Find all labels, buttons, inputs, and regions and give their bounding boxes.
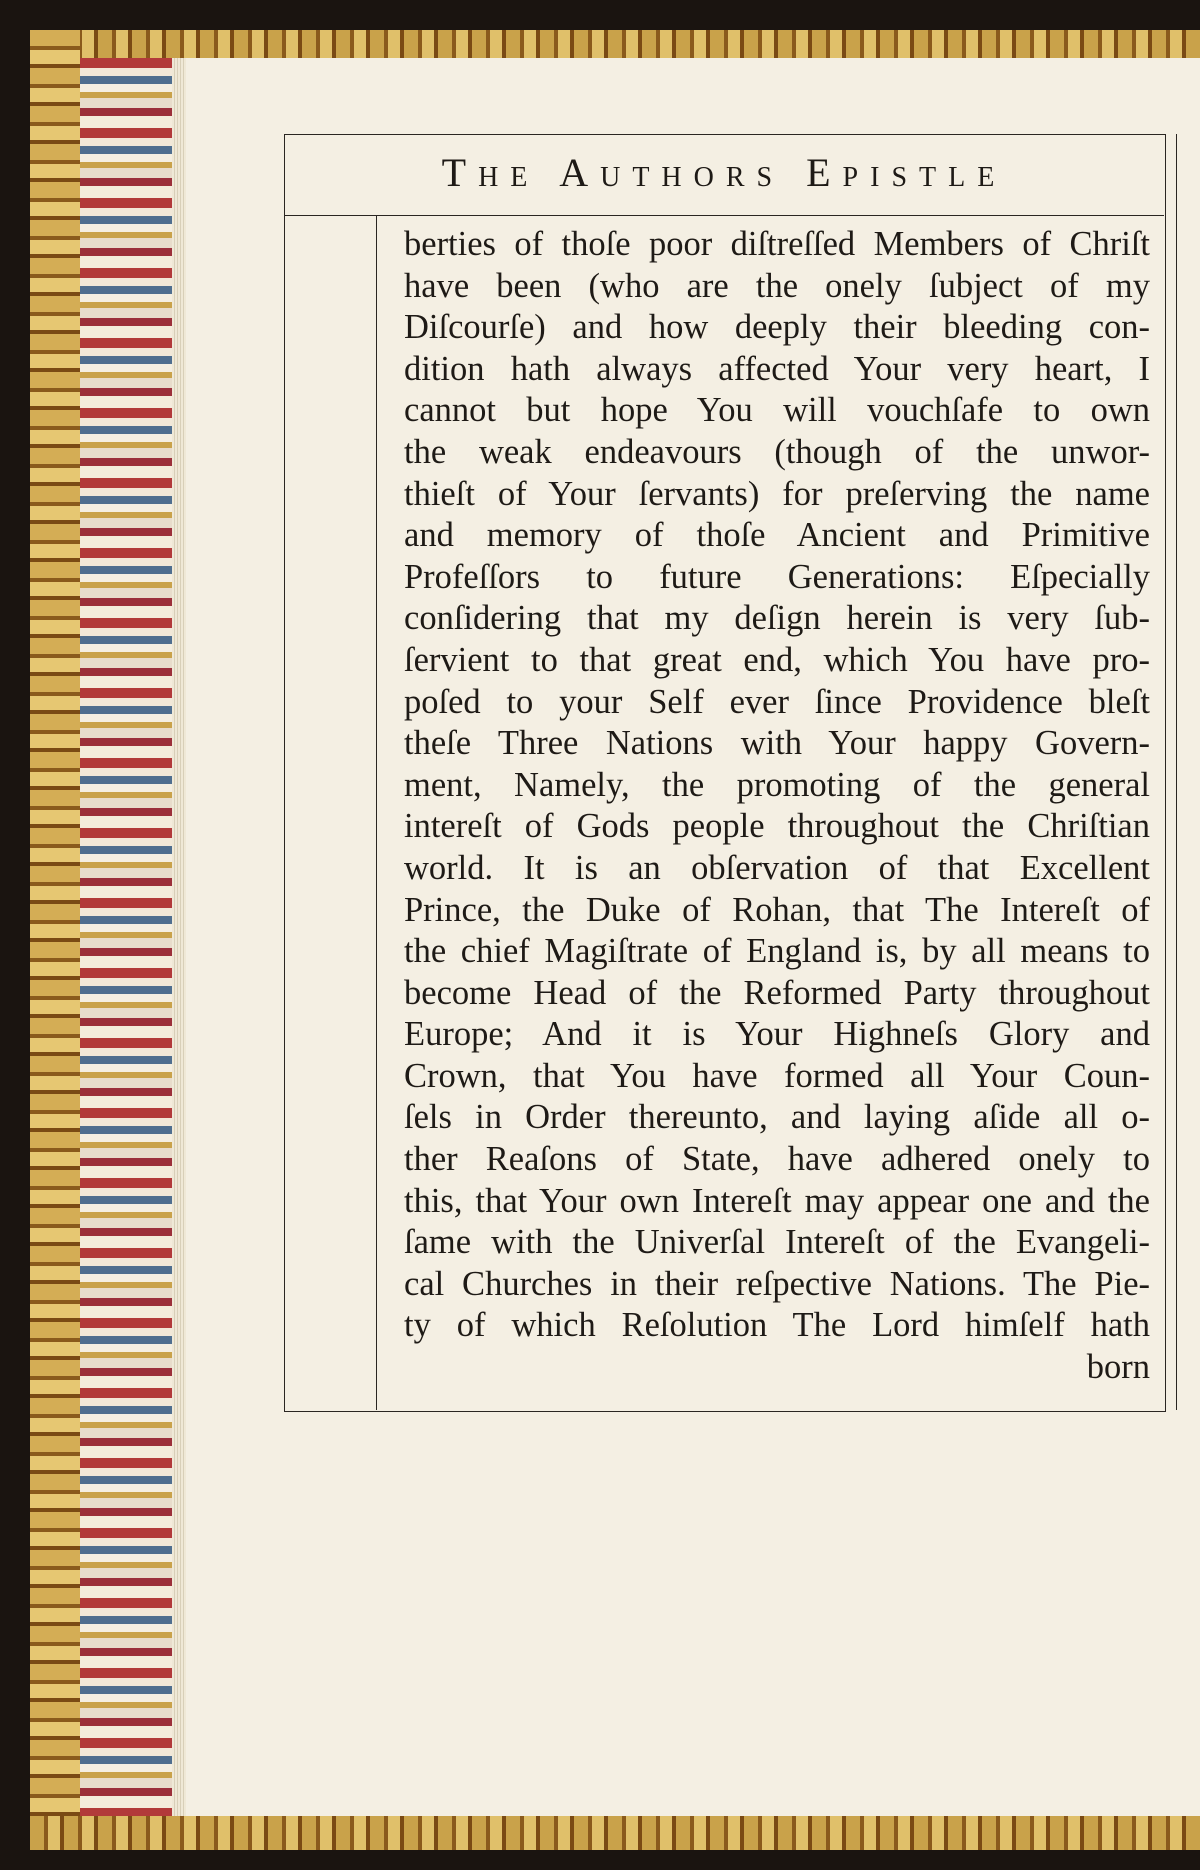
text-line: the chief Magiſtrate of England is, by all means to <box>404 932 1150 971</box>
text-line: poſed to your Self ever ſince Providence bleſt <box>404 682 1150 721</box>
text-line: Diſcourſe) and how deeply their bleeding con- <box>404 308 1150 347</box>
body-text <box>404 224 1150 1389</box>
text-line: cal Churches in their reſpective Nations. The Pie- <box>404 1264 1150 1303</box>
text-line: have been (who are the onely ſubject of my <box>404 266 1150 305</box>
text-line: thieſt of Your ſervants) for preſerving the name <box>404 474 1150 513</box>
text-line: cannot but hope You will vouchſafe to own <box>404 391 1150 430</box>
text-line: theſe Three Nations with Your happy Govern- <box>404 724 1150 763</box>
text-line: the weak endeavours (though of the unwor- <box>404 432 1150 471</box>
book-page <box>186 58 1200 1816</box>
text-line: become Head of the Reformed Party throughout <box>404 973 1150 1012</box>
catchword: born <box>1086 1348 1150 1387</box>
text-line: dition hath always affected Your very heart, I <box>404 349 1150 388</box>
text-line: world. It is an obſervation of that Excellent <box>404 848 1150 887</box>
text-line: Europe; And it is Your Highneſs Glory and <box>404 1015 1150 1054</box>
margin-rule <box>376 216 377 1410</box>
text-line: ſervient to that great end, which You have pro- <box>404 640 1150 679</box>
text-line: conſidering that my deſign herein is very ſub- <box>404 599 1150 638</box>
text-line: Profeſſors to future Generations: Eſpecially <box>404 557 1150 596</box>
running-head: The Authors Epistle <box>441 150 1007 195</box>
frame-right-rule <box>1176 134 1177 1410</box>
text-line: ther Reaſons of State, have adhered onely to <box>404 1140 1150 1179</box>
gilt-edge-top <box>30 30 1200 58</box>
page-edges <box>172 58 186 1816</box>
text-line: intereſt of Gods people throughout the Chriſtian <box>404 807 1150 846</box>
text-line: ty of which Reſolution The Lord himſelf hath <box>404 1306 1150 1345</box>
text-line: ment, Namely, the promoting of the general <box>404 765 1150 804</box>
text-line: berties of thoſe poor diſtreſſed Members of Chriſt <box>404 225 1150 263</box>
gilt-edge-left <box>30 30 80 1850</box>
text-line: and memory of thoſe Ancient and Primitive <box>404 516 1150 555</box>
text-line: ſame with the Univerſal Intereſt of the Evangeli- <box>404 1223 1150 1262</box>
text-line: Prince, the Duke of Rohan, that The Intereſt of <box>404 890 1150 929</box>
text-line: Crown, that You have formed all Your Coun- <box>404 1056 1150 1095</box>
text-line: this, that Your own Intereſt may appear one and the <box>404 1181 1150 1220</box>
text-line: ſels in Order thereunto, and laying aſide all o- <box>404 1098 1150 1137</box>
gilt-edge-bottom <box>30 1816 1200 1850</box>
header-rule <box>284 215 1164 216</box>
book <box>30 30 1200 1850</box>
marbled-endpaper <box>80 58 172 1816</box>
